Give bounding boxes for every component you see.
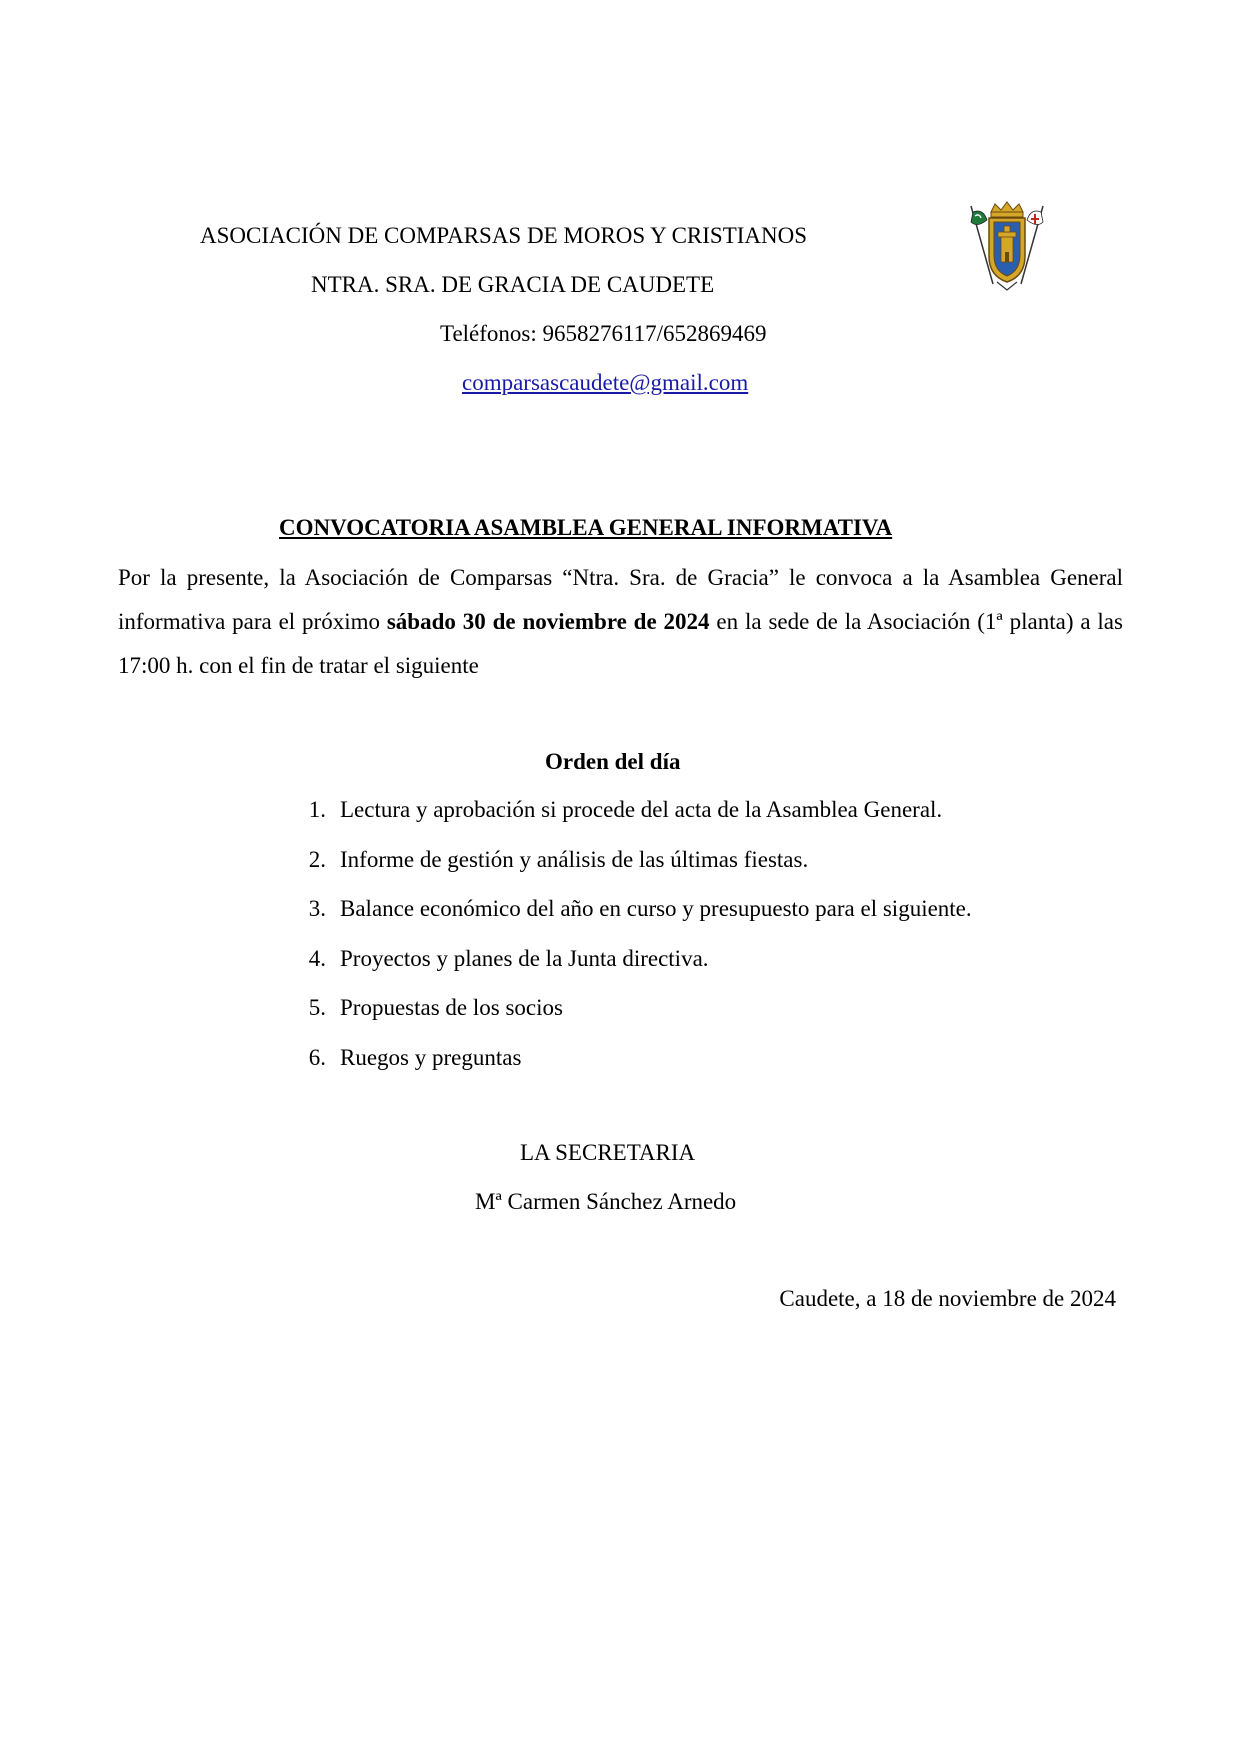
agenda-item-number: 4.: [308, 945, 326, 971]
body-text-part1: Por la presente, la Asociación de Comparsas “Ntra. Sra. de Gracia” le convoca a la Asamblea General informativa para el próximo: [118, 565, 1123, 634]
signatory-role: LA SECRETARIA: [520, 1140, 696, 1165]
agenda-heading: Orden del día: [545, 749, 681, 774]
agenda-item-text: Lectura y aprobación si procede del acta de la Asamblea General.: [340, 797, 943, 822]
phone-numbers: Teléfonos: 9658276117/652869469: [440, 321, 767, 346]
agenda-item-text: Balance económico del año en curso y presupuesto para el siguiente.: [340, 896, 972, 921]
agenda-item-text: Proyectos y planes de la Junta directiva.: [340, 945, 709, 971]
place-date: Caudete, a 18 de noviembre de 2024: [779, 1286, 1116, 1311]
body-text-part2: en la sede de la Asociación (1ª planta) a las 17:00 h. con el fin de tratar el siguiente: [118, 609, 1123, 678]
agenda-item-text: Informe de gestión y análisis de las últimas fiestas.: [340, 846, 809, 872]
agenda-item-number: 2.: [308, 846, 326, 872]
meeting-date: sábado 30 de noviembre de 2024: [386, 609, 710, 634]
agenda-item-text: Propuestas de los socios: [340, 995, 563, 1020]
association-subtitle: NTRA. SRA. DE GRACIA DE CAUDETE: [311, 272, 715, 297]
body-paragraph: [118, 556, 1123, 688]
agenda-item-number: 5.: [308, 995, 326, 1020]
document-title: CONVOCATORIA ASAMBLEA GENERAL INFORMATIVA: [279, 515, 893, 540]
signatory-name: Mª Carmen Sánchez Arnedo: [475, 1189, 737, 1214]
email-link[interactable]: comparsascaudete@gmail.com: [462, 370, 749, 395]
agenda-item-number: 6.: [308, 1044, 326, 1070]
agenda-item-text: Ruegos y preguntas: [340, 1044, 522, 1070]
coat-of-arms-icon: [963, 198, 1051, 292]
agenda-item-number: 1.: [308, 797, 326, 822]
agenda-item-number: 3.: [308, 896, 326, 921]
association-name: ASOCIACIÓN DE COMPARSAS DE MOROS Y CRISTIANOS: [200, 223, 808, 248]
